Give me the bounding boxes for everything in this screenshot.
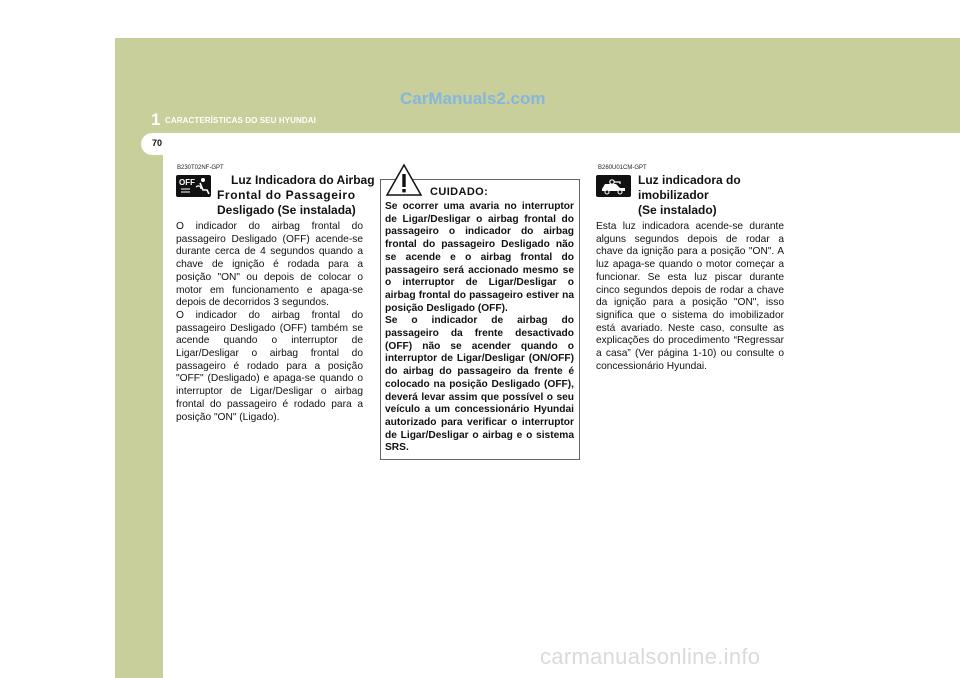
- passenger-airbag-off-icon: [176, 175, 211, 197]
- heading-line: (Se instalado): [638, 203, 717, 217]
- heading-airbag-off: [217, 173, 375, 218]
- section-code-left: B230T02NF-GPT: [177, 165, 224, 171]
- chapter-number: 1: [151, 110, 161, 129]
- heading-line: Luz indicadora do: [638, 173, 741, 187]
- body-immobilizer: Esta luz indicadora acende-se durante alguns segundos depois de rodar a chave da ignição para a posição "ON". A luz apaga-se quando o motor começar a funcionar. Se esta luz piscar durante cinco segundos depois de rodar a chave da ignição para a posição "ON", isso significa que o sistema do imobilizador está avariado. Neste caso, consulte as explicações do procedimento “Regressar a casa” (Ver página 1-10) ou consulte o concessionário Hyundai.: [596, 221, 784, 372]
- warning-triangle-icon: [385, 163, 423, 197]
- heading-line: Luz Indicadora do Airbag: [231, 173, 375, 187]
- heading-immobilizer: [638, 173, 741, 218]
- watermark-top: CarManuals2.com: [400, 89, 546, 108]
- section-code-right: B260U01CM-GPT: [598, 165, 647, 171]
- body-airbag-off: O indicador do airbag frontal do passageiro Desligado (OFF) acende-se durante cerca de 4 segundos quando a chave de ignição é rodada para a posição "ON" ou depois de colocar o motor em funcionamento e apaga-se depois de decorridos 3 segundos. O indicador do airbag frontal do passageiro Desligado (OFF) também se acende quando o interruptor de Ligar/Desligar o airbag frontal do passageiro é rodado para a posição "OFF" (Desligado) e apaga-se quando o interruptor de Ligar/Desligar o airbag frontal do passageiro é rodado para a posição "ON" (Ligado).: [176, 221, 363, 423]
- caution-title: CUIDADO:: [430, 186, 489, 198]
- page-number: 70: [152, 138, 163, 148]
- chapter-title: CARACTERÍSTICAS DO SEU HYUNDAI: [165, 116, 317, 125]
- heading-line: Desligado (Se instalada): [217, 203, 356, 217]
- caution-body: Se ocorrer uma avaria no interruptor de Ligar/Desligar o airbag frontal do passageiro o indicador do airbag frontal do passageiro Desligado não se acende e o airbag frontal do passageiro será accionado mesmo se o interruptor de Ligar/Desligar o airbag frontal do passageiro estiver na posição Desligado (OFF). Se o indicador de airbag do passageiro da frente desactivado (OFF) não se acender quando o interruptor de Ligar/Desligar (ON/OFF) do airbag do passageiro da frente é colocado na posição Desligado (OFF), deverá levar assim que possível o seu veículo a um concessionário Hyundai autorizado para verificar o interruptor de Ligar/Desligar o airbag e o sistema SRS.: [385, 201, 574, 454]
- immobilizer-car-key-icon: [596, 175, 631, 197]
- heading-line: Frontal do Passageiro: [217, 188, 356, 202]
- svg-text:OFF: OFF: [179, 178, 195, 187]
- heading-line: imobilizador: [638, 188, 709, 202]
- watermark-bottom: carmanualsonline.info: [540, 644, 761, 669]
